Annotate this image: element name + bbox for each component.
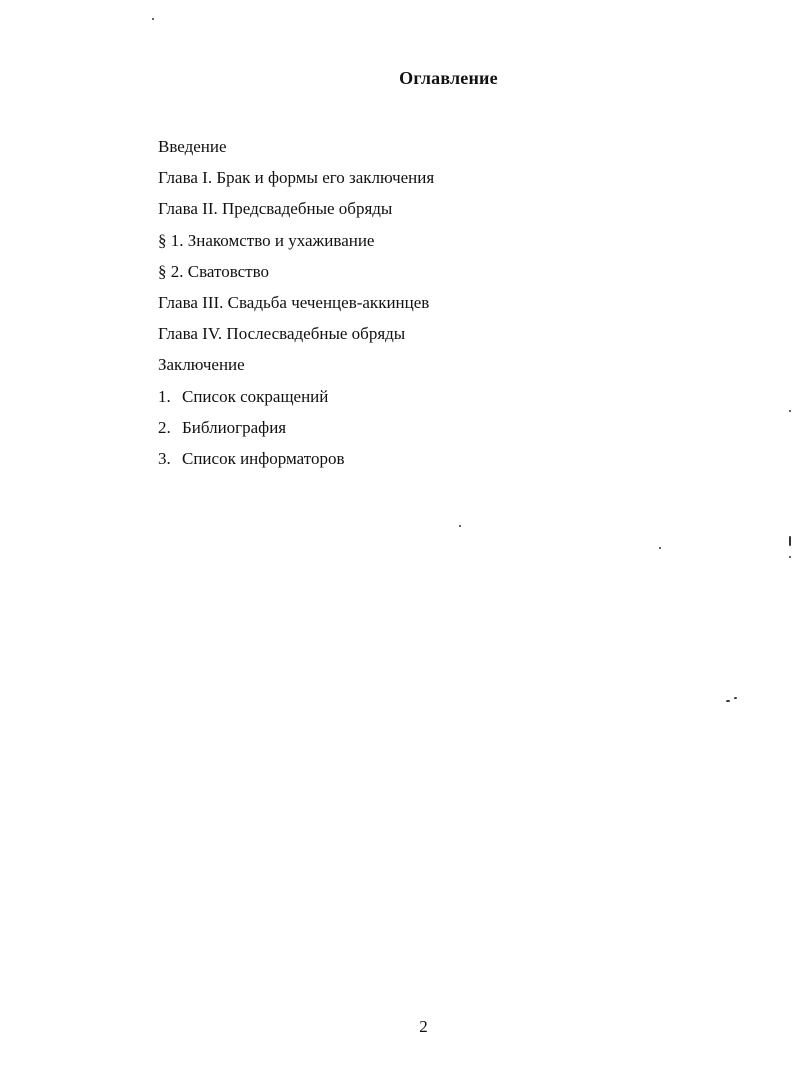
toc-item-bibliography [158, 412, 434, 443]
page-title: Оглавление [399, 68, 498, 88]
table-of-contents [158, 131, 434, 474]
toc-item-text: Библиография [182, 417, 287, 437]
toc-item-chapter-1 [158, 162, 434, 193]
toc-item-text: Глава IV. Послесвадебные обряды [158, 324, 406, 344]
toc-item-text: § 2. Сватовство [158, 261, 270, 281]
scan-speck [726, 700, 730, 702]
scan-speck [459, 525, 461, 527]
scan-speck [152, 18, 154, 20]
toc-item-number: 1. [158, 386, 171, 406]
page-number: 2 [419, 1017, 428, 1036]
scan-speck [789, 536, 791, 546]
scan-speck [789, 556, 791, 558]
toc-item-text: Список сокращений [182, 386, 329, 406]
toc-item-text: Введение [158, 137, 227, 156]
toc-item-conclusion [158, 349, 434, 380]
toc-item-number: 3. [158, 448, 171, 468]
toc-item-text: § 1. Знакомство и ухаживание [158, 230, 375, 250]
toc-item-section-2 [158, 256, 434, 287]
toc-item-number: 2. [158, 417, 171, 437]
toc-item-informants [158, 443, 434, 474]
toc-item-introduction [158, 131, 434, 162]
toc-item-chapter-3 [158, 287, 434, 318]
toc-item-section-1 [158, 225, 434, 256]
toc-item-text: Глава III. Свадьба чеченцев-аккинцев [158, 292, 430, 312]
toc-item-text: Глава II. Предсвадебные обряды [158, 199, 393, 219]
toc-item-text: Заключение [158, 355, 245, 375]
toc-item-text: Список информаторов [182, 448, 345, 468]
toc-item-chapter-4 [158, 318, 434, 349]
scan-speck [734, 697, 737, 699]
scan-speck [789, 410, 791, 412]
toc-item-chapter-2 [158, 193, 434, 224]
toc-item-abbreviations [158, 381, 434, 412]
toc-item-text: Глава I. Брак и формы его заключения [158, 168, 435, 188]
scan-speck [659, 547, 661, 549]
